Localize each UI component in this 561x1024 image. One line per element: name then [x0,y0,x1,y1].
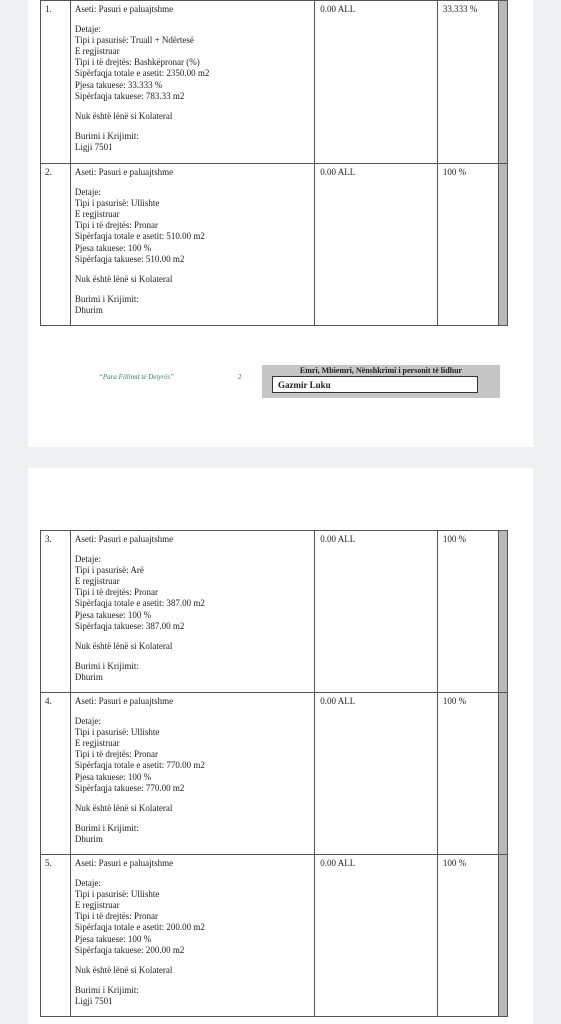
asset-description [70,164,314,326]
registration-status: E regjistruar [74,738,120,749]
table-gutter [498,693,507,855]
source-label: Burimi i Krijimit: [74,293,139,304]
property-type: Tipi i pasurisë: Truall + Ndërtesë [74,35,194,46]
property-type: Tipi i pasurisë: Ullishte [74,198,160,209]
table-gutter [498,531,507,693]
source-value: Dhurim [74,833,103,844]
asset-number: 3. [41,531,71,693]
registration-status: E regjistruar [74,900,120,911]
document-page-1 [28,0,533,447]
asset-value: 0.00 ALL [315,1,438,164]
right-type: Tipi i të drejtës: Pronar [74,220,159,231]
asset-description [70,1,314,164]
share: Pjesa takuese: 100 % [74,242,152,253]
asset-title: Aseti: Pasuri e paluajtshme [74,534,174,544]
share: Pjesa takuese: 100 % [74,609,152,620]
footer-page-number: 2 [238,373,242,381]
table-row [41,1,508,164]
registration-status: E regjistruar [74,576,120,587]
asset-description [70,693,314,855]
source-label: Burimi i Krijimit: [74,660,139,671]
asset-number: 1. [41,1,71,164]
asset-value: 0.00 ALL [315,855,438,1017]
total-area: Sipërfaqja totale e asetit: 2350.00 m2 [74,68,210,79]
property-type: Tipi i pasurisë: Ullishte [74,889,160,900]
details-heading: Detaje: [74,24,101,35]
total-area: Sipërfaqja totale e asetit: 200.00 m2 [74,922,205,933]
share-area: Sipërfaqja takuese: 387.00 m2 [74,620,185,631]
collateral-status: Nuk është lënë si Kolateral [74,640,173,651]
source-label: Burimi i Krijimit: [74,130,139,141]
property-type: Tipi i pasurisë: Ullishte [74,727,160,738]
right-type: Tipi i të drejtës: Pronar [74,587,159,598]
details-heading: Detaje: [74,554,101,565]
details-heading: Detaje: [74,878,101,889]
asset-title: Aseti: Pasuri e paluajtshme [74,4,174,14]
share-area: Sipërfaqja takuese: 510.00 m2 [74,253,185,264]
table-row [41,855,508,1017]
table-row [41,531,508,693]
asset-percent: 100 % [437,164,498,326]
registration-status: E regjistruar [74,46,120,57]
property-type: Tipi i pasurisë: Arë [74,565,144,576]
asset-description [70,531,314,693]
asset-percent: 100 % [437,531,498,693]
table-gutter [498,1,507,164]
asset-percent: 33.333 % [437,1,498,164]
collateral-status: Nuk është lënë si Kolateral [74,802,173,813]
total-area: Sipërfaqja totale e asetit: 510.00 m2 [74,231,205,242]
signature-name: Gazmir Luku [272,376,478,393]
collateral-status: Nuk është lënë si Kolateral [74,273,173,284]
asset-title: Aseti: Pasuri e paluajtshme [74,167,174,177]
table-row [41,164,508,326]
source-value: Dhurim [74,304,103,315]
asset-percent: 100 % [437,693,498,855]
share: Pjesa takuese: 100 % [74,933,152,944]
source-label: Burimi i Krijimit: [74,984,139,995]
right-type: Tipi i të drejtës: Pronar [74,911,159,922]
document-page-2 [28,468,533,1024]
share-area: Sipërfaqja takuese: 200.00 m2 [74,944,185,955]
right-type: Tipi i të drejtës: Bashkëpronar (%) [74,57,200,68]
asset-description [70,855,314,1017]
signature-box [262,365,500,398]
total-area: Sipërfaqja totale e asetit: 387.00 m2 [74,598,205,609]
total-area: Sipërfaqja totale e asetit: 770.00 m2 [74,760,205,771]
footer-form-name: “Para Fillimit të Detyrës” [99,373,174,381]
table-gutter [498,164,507,326]
details-heading: Detaje: [74,187,101,198]
share: Pjesa takuese: 100 % [74,771,152,782]
asset-value: 0.00 ALL [315,531,438,693]
asset-title: Aseti: Pasuri e paluajtshme [74,696,174,706]
asset-title: Aseti: Pasuri e paluajtshme [74,858,174,868]
right-type: Tipi i të drejtës: Pronar [74,749,159,760]
collateral-status: Nuk është lënë si Kolateral [74,964,173,975]
registration-status: E regjistruar [74,209,120,220]
asset-value: 0.00 ALL [315,164,438,326]
collateral-status: Nuk është lënë si Kolateral [74,110,173,121]
signature-label: Emri, Mbiemri, Nënshkrimi i personit të lidhur [299,366,463,375]
asset-value: 0.00 ALL [315,693,438,855]
details-heading: Detaje: [74,716,101,727]
asset-number: 5. [41,855,71,1017]
source-value: Ligji 7501 [74,995,113,1006]
source-value: Dhurim [74,671,103,682]
asset-number: 2. [41,164,71,326]
source-label: Burimi i Krijimit: [74,822,139,833]
share-area: Sipërfaqja takuese: 770.00 m2 [74,782,185,793]
assets-table [40,530,508,1017]
share: Pjesa takuese: 33.333 % [74,79,163,90]
table-gutter [498,855,507,1017]
table-row [41,693,508,855]
assets-table [40,0,508,326]
share-area: Sipërfaqja takuese: 783.33 m2 [74,90,185,101]
asset-percent: 100 % [437,855,498,1017]
asset-number: 4. [41,693,71,855]
source-value: Ligji 7501 [74,141,113,152]
